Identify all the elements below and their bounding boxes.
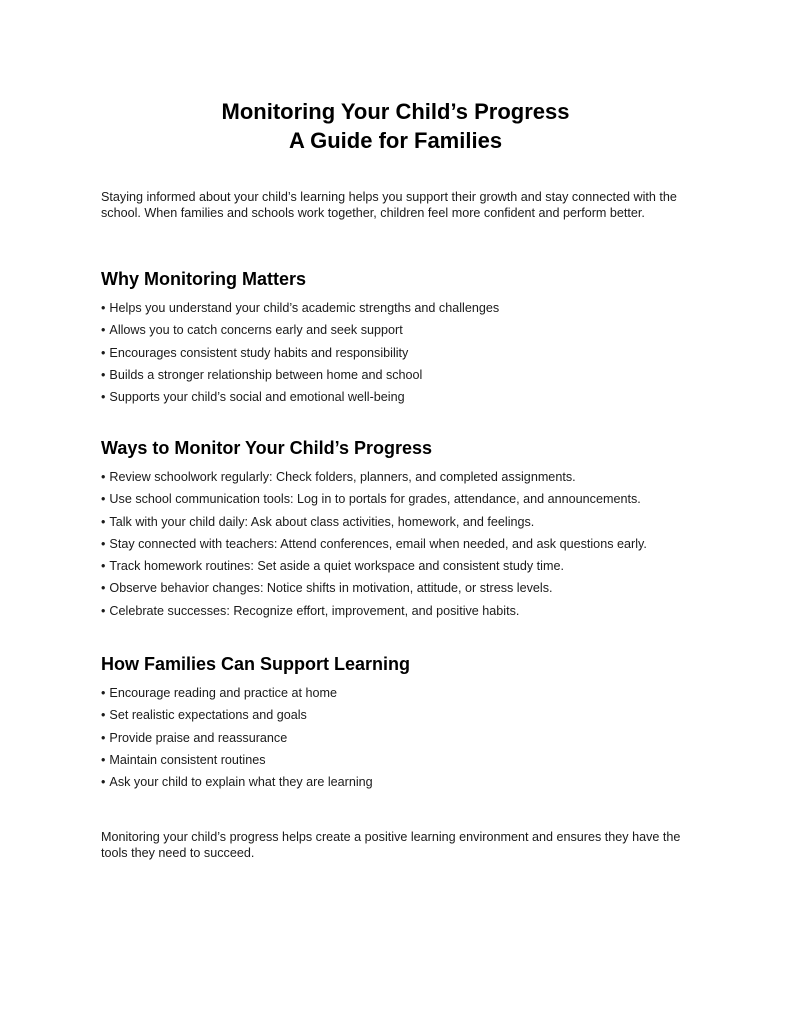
list-item — [101, 514, 647, 536]
list-item — [101, 536, 647, 558]
list-item — [101, 300, 499, 322]
bullet-icon: • — [101, 752, 106, 767]
list-item-text: Track homework routines: Set aside a quiet workspace and consistent study time. — [109, 559, 564, 574]
list-item-text: Maintain consistent routines — [109, 752, 266, 767]
list-item-text: Observe behavior changes: Notice shifts in motivation, attitude, or stress levels. — [109, 581, 553, 596]
bullet-icon: • — [101, 730, 106, 745]
list-item — [101, 730, 373, 752]
list-item-text: Use school communication tools: Log in to portals for grades, attendance, and announcements. — [109, 492, 641, 507]
bullet-icon: • — [101, 390, 106, 405]
section-heading-why-monitoring: Why Monitoring Matters — [101, 269, 306, 289]
list-item — [101, 752, 373, 774]
list-item-text: Ask your child to explain what they are learning — [109, 775, 373, 790]
list-item-text: Stay connected with teachers: Attend conferences, email when needed, and ask questions early. — [109, 536, 647, 551]
list-item-text: Supports your child’s social and emotional well-being — [109, 390, 405, 405]
section-heading-how-families-support: How Families Can Support Learning — [101, 654, 411, 674]
list-item-text: Provide praise and reassurance — [109, 730, 288, 745]
intro-paragraph: Staying informed about your child’s learning helps you support their growth and stay connected with the school. When families and schools work together, children feel more confident and perform better. — [101, 190, 677, 220]
list-item — [101, 469, 647, 491]
bullet-icon: • — [101, 301, 106, 315]
bullet-icon: • — [101, 345, 106, 360]
bullet-icon: • — [101, 470, 106, 484]
list-item — [101, 558, 647, 580]
list-item-text: Review schoolwork regularly: Check folders, planners, and completed assignments. — [109, 470, 576, 484]
bullet-icon: • — [101, 536, 106, 551]
bullet-icon: • — [101, 367, 106, 382]
list-item — [101, 345, 499, 367]
list-item-text: Talk with your child daily: Ask about class activities, homework, and feelings. — [109, 514, 535, 529]
bullet-icon: • — [101, 581, 106, 596]
title-line-1: Monitoring Your Child’s Progress — [221, 99, 570, 124]
list-item — [101, 389, 499, 411]
ways-to-monitor-list — [101, 469, 647, 625]
list-item — [101, 603, 647, 625]
why-monitoring-list — [101, 300, 499, 411]
list-item-text: Encourages consistent study habits and responsibility — [109, 345, 409, 360]
bullet-icon: • — [101, 323, 106, 338]
bullet-icon: • — [101, 686, 106, 700]
list-item — [101, 580, 647, 602]
list-item-text: Builds a stronger relationship between home and school — [109, 367, 423, 382]
list-item-text: Celebrate successes: Recognize effort, improvement, and positive habits. — [109, 603, 520, 618]
bullet-icon: • — [101, 559, 106, 574]
section-heading-ways-to-monitor: Ways to Monitor Your Child’s Progress — [101, 438, 433, 458]
bullet-icon: • — [101, 708, 106, 723]
list-item — [101, 367, 499, 389]
list-item — [101, 707, 373, 729]
document-title — [0, 97, 791, 155]
how-families-support-list — [101, 685, 373, 796]
list-item-text: Helps you understand your child’s academic strengths and challenges — [109, 301, 500, 315]
list-item — [101, 685, 373, 707]
list-item-text: Allows you to catch concerns early and seek support — [109, 323, 403, 338]
title-line-2: A Guide for Families — [288, 128, 503, 153]
bullet-icon: • — [101, 492, 106, 507]
bullet-icon: • — [101, 603, 106, 618]
closing-paragraph: Monitoring your child’s progress helps create a positive learning environment and ensures they have the tools they need to succeed. — [101, 830, 681, 860]
bullet-icon: • — [101, 775, 106, 790]
list-item-text: Set realistic expectations and goals — [109, 708, 307, 723]
bullet-icon: • — [101, 514, 106, 529]
list-item-text: Encourage reading and practice at home — [109, 686, 337, 700]
list-item — [101, 322, 499, 344]
list-item — [101, 491, 647, 513]
list-item — [101, 774, 373, 796]
